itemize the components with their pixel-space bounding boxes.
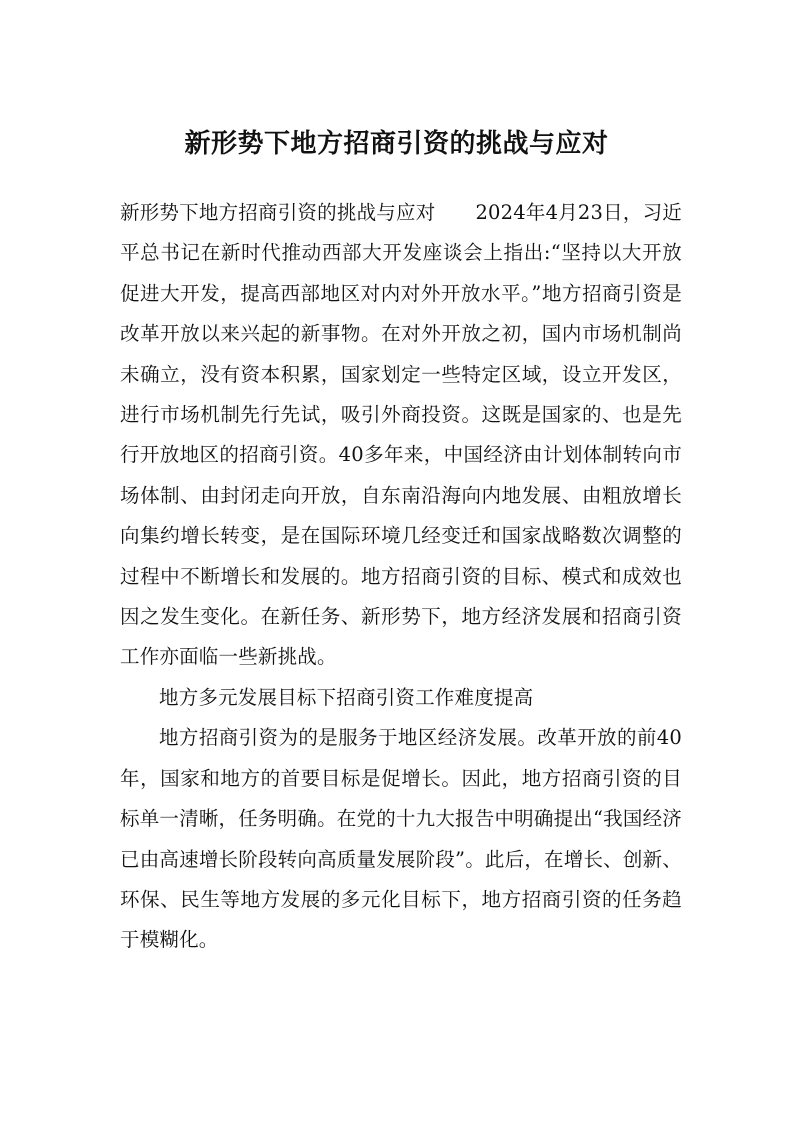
intro-repeat-title: 新形势下地方招商引资的挑战与应对 xyxy=(120,201,436,224)
intro-date: 2024年4月23日， xyxy=(475,201,643,224)
intro-text: 习近平总书记在新时代推动西部大开发座谈会上指出:“坚持以大开放促进大开发，提高西部地区对内对外开放水平。”地方招商引资是改革开放以来兴起的新事物。在对外开放之初，国内市场机制尚未确立，没有资本积累，国家划定一些特定区域，设立开发区，进行市场机制先行先试，吸引外商投资。这既是国家的、也是先行开放地区的招商引资。40多年来，中国经济由计划体制转向市场体制、由封闭走向开放，自东南沿海向内地发展、由粗放增长向集约增长转变，是在国际环境几经变迁和国家战略数次调整的过程中不断增长和发展的。地方招商引资的目标、模式和成效也因之发生变化。在新任务、新形势下，地方经济发展和招商引资工作亦面临一些新挑战。 xyxy=(120,201,683,669)
document-body xyxy=(120,193,682,961)
document-title: 新形势下地方招商引资的挑战与应对 xyxy=(184,129,609,159)
section-paragraph: 地方招商引资为的是服务于地区经济发展。改革开放的前40年，国家和地方的首要目标是促增长。因此，地方招商引资的目标单一清晰，任务明确。在党的十九大报告中明确提出“我国经济已由高速增长阶段转向高质量发展阶段”。此后，在增长、创新、环保、民生等地方发展的多元化目标下，地方招商引资的任务趋于模糊化。 xyxy=(120,726,682,952)
intro-paragraph xyxy=(120,193,682,678)
section-heading: 地方多元发展目标下招商引资工作难度提高 xyxy=(159,685,534,709)
